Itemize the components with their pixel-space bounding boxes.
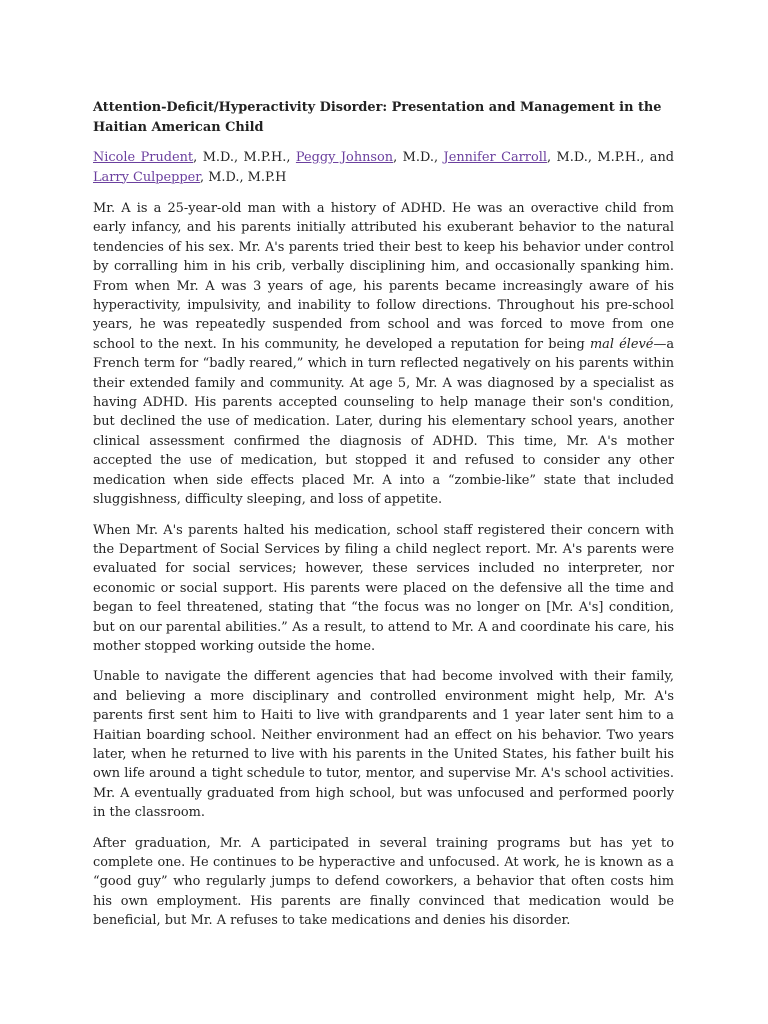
author-credentials: , M.D., M.P.H., and xyxy=(546,150,675,165)
paragraph-after-graduation: After graduation, Mr. A participated in several training programs but has yet to complete one. He continues to be hyperactive and unfocused. At work, he is known as a “good guy” who regularly jumps to defend coworkers, a behavior that often costs him his own employment. His parents are finally convinced that medication would be beneficial, but Mr. A refuses to take medications and denies his disorder. xyxy=(93,835,674,929)
paragraph-social-services: When Mr. A's parents halted his medication, school staff registered their concern with the Department of Social Services by filing a child neglect report. Mr. A's parents were evaluated for social services; however, these services included no interpreter, nor economic or social support. His parents were placed on the defensive all the time and began to feel threatened, stating that “the focus was no longer on [Mr. A's] condition, but on our parental abilities.” As a result, to attend to Mr. A and coordinate his care, his mother stopped working outside the home. xyxy=(93,522,674,654)
author-link-larry-culpepper[interactable]: Larry Culpepper xyxy=(93,169,200,185)
paragraph-text: —a French term for “badly reared,” which in turn reflected negatively on his parents within their extended family and community. At age 5, Mr. A was diagnosed by a specialist as having ADHD. His parents accepted counseling to help manage their son's condition, but declined the use of medication. Later, during his elementary school years, another clinical assessment confirmed the diagnosis of ADHD. This time, Mr. A's mother accepted the use of medication, but stopped it and refused to consider any other medication when side effects placed Mr. A into a “zombie-like” state that included sluggishness, difficulty sleeping, and loss of appetite. xyxy=(93,336,675,508)
french-term: mal élevé xyxy=(589,336,654,352)
author-list xyxy=(93,148,674,187)
article-title: Attention-Deficit/Hyperactivity Disorder: Presentation and Management in the Haitian American Child xyxy=(93,100,662,135)
paragraph-haiti: Unable to navigate the different agencies that had become involved with their family, and believing a more disciplinary and controlled environment might help, Mr. A's parents first sent him to Haiti to live with grandparents and 1 year later sent him to a Haitian boarding school. Neither environment had an effect on his behavior. Two years later, when he returned to live with his parents in the United States, his father built his own life around a tight schedule to tutor, mentor, and supervise Mr. A's school activities. Mr. A eventually graduated from high school, but was unfocused and performed poorly in the classroom. xyxy=(93,669,674,821)
paragraph-case-history xyxy=(93,199,674,510)
author-link-peggy-johnson[interactable]: Peggy Johnson xyxy=(295,150,394,165)
author-link-nicole-prudent[interactable]: Nicole Prudent xyxy=(93,150,194,165)
paragraph-text: Mr. A is a 25-year-old man with a history of ADHD. He was an overactive child from early infancy, and his parents initially attributed his exuberant behavior to the natural tendencies of his sex. Mr. A's parents tried their best to keep his behavior under control by corralling him in his crib, verbally disciplining him, and occasionally spanking him. From when Mr. A was 3 years of age, his parents became increasingly aware of his hyperactivity, impulsivity, and inability to follow directions. Throughout his pre-school years, he was repeatedly suspended from school and was forced to move from one school to the next. In his community, he developed a reputation for being xyxy=(93,201,674,352)
author-credentials: , M.D., M.P.H., xyxy=(193,150,296,165)
author-credentials: , M.D., M.P.H xyxy=(200,169,287,185)
author-credentials: , M.D., xyxy=(393,150,444,165)
author-link-jennifer-carroll[interactable]: Jennifer Carroll xyxy=(443,150,547,165)
article-body xyxy=(93,98,674,942)
